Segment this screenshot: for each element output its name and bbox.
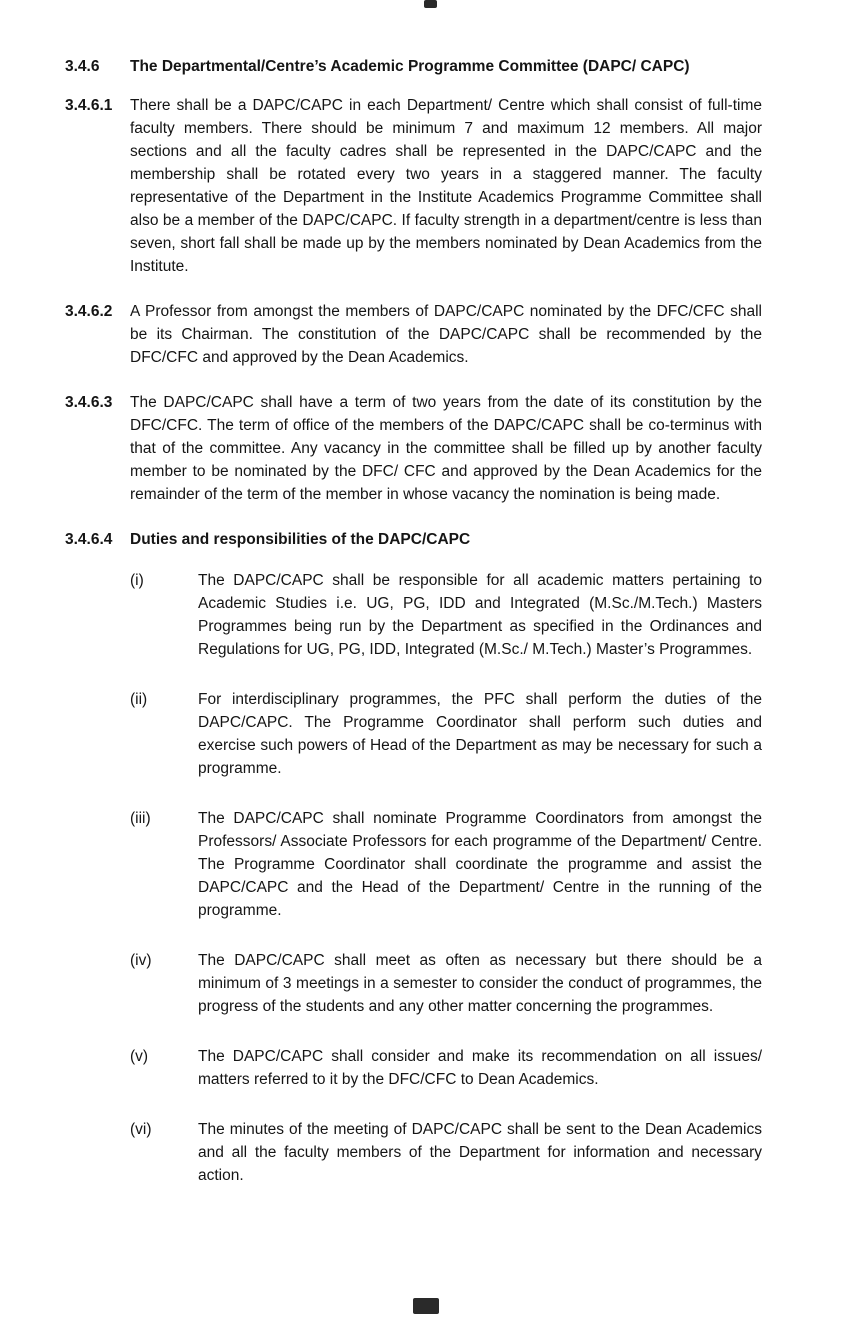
list-item-marker: (iv) bbox=[130, 952, 152, 969]
list-item bbox=[130, 807, 762, 922]
document-page bbox=[65, 55, 762, 1214]
list-item-marker: (iii) bbox=[130, 810, 151, 827]
list-item-text: The DAPC/CAPC shall nominate Programme Coordinators from amongst the Professors/ Associate Professors for each programme of the Department/ Centre. The Programme Coordinator shall coordinate the programme and assist the DAPC/CAPC and the Head of the Department/ Centre in the running of the programme. bbox=[198, 810, 762, 919]
section-heading-text: The Departmental/Centre’s Academic Programme Committee (DAPC/ CAPC) bbox=[130, 58, 690, 75]
list-item-marker: (ii) bbox=[130, 691, 148, 708]
list-item-text: The DAPC/CAPC shall be responsible for all academic matters pertaining to Academic Studies i.e. UG, PG, IDD and Integrated (M.Sc./M.Tech.) Masters Programmes being run by the Department as specified in the Ordinances and Regulations for UG, PG, IDD, Integrated (M.Sc./ M.Tech.) Master’s Programmes. bbox=[198, 572, 762, 658]
list-item-marker: (v) bbox=[130, 1048, 149, 1065]
clause-number: 3.4.6.3 bbox=[65, 394, 113, 411]
clause-text: There shall be a DAPC/CAPC in each Department/ Centre which shall consist of full-time faculty members. There should be minimum 7 and maximum 12 members. All major sections and all the faculty cadres shall be represented in the DAPC/CAPC and the membership shall be rotated every two years in a staggered manner. The faculty representative of the Department in the Institute Academics Programme Committee shall also be a member of the DAPC/CAPC. If faculty strength in a department/centre is less than seven, short fall shall be made up by the members nominated by Dean Academics from the Institute. bbox=[130, 97, 762, 275]
scan-artifact-top bbox=[424, 0, 437, 8]
clause bbox=[65, 94, 762, 278]
list-item bbox=[130, 569, 762, 661]
clause-subheading-text: Duties and responsibilities of the DAPC/CAPC bbox=[130, 531, 471, 548]
scan-artifact-bottom bbox=[413, 1298, 439, 1314]
list-item bbox=[130, 1118, 762, 1187]
clause-subheading bbox=[65, 528, 762, 551]
duties-list bbox=[130, 569, 762, 1187]
list-item-text: The DAPC/CAPC shall meet as often as necessary but there should be a minimum of 3 meetings in a semester to consider the conduct of programmes, the progress of the students and any other matter concerning the programmes. bbox=[198, 952, 762, 1015]
clause-number: 3.4.6.4 bbox=[65, 531, 113, 548]
list-item-marker: (i) bbox=[130, 572, 144, 589]
clause bbox=[65, 391, 762, 506]
list-item-marker: (vi) bbox=[130, 1121, 152, 1138]
list-item-text: For interdisciplinary programmes, the PFC shall perform the duties of the DAPC/CAPC. The Programme Coordinator shall perform such duties and exercise such powers of Head of the Department as may be necessary for such a programme. bbox=[198, 691, 762, 777]
list-item bbox=[130, 688, 762, 780]
section-heading bbox=[65, 55, 762, 78]
clause-text: The DAPC/CAPC shall have a term of two years from the date of its constitution by the DFC/CFC. The term of office of the members of the DAPC/CAPC shall be co-terminus with that of the committee. Any vacancy in the committee shall be filled up by another faculty member to be nominated by the DFC/ CFC and approved by the Dean Academics for the remainder of the term of the member in whose vacancy the nomination is being made. bbox=[130, 394, 762, 503]
list-item bbox=[130, 1045, 762, 1091]
list-item bbox=[130, 949, 762, 1018]
clause bbox=[65, 300, 762, 369]
list-item-text: The DAPC/CAPC shall consider and make its recommendation on all issues/ matters referred to it by the DFC/CFC to Dean Academics. bbox=[198, 1048, 762, 1088]
clause-number: 3.4.6.2 bbox=[65, 303, 113, 320]
list-item-text: The minutes of the meeting of DAPC/CAPC shall be sent to the Dean Academics and all the faculty members of the Department for information and necessary action. bbox=[198, 1121, 762, 1184]
clause-text: A Professor from amongst the members of DAPC/CAPC nominated by the DFC/CFC shall be its Chairman. The constitution of the DAPC/CAPC shall be recommended by the DFC/CFC and approved by the Dean Academics. bbox=[130, 303, 762, 366]
section-number: 3.4.6 bbox=[65, 58, 100, 75]
clause-number: 3.4.6.1 bbox=[65, 97, 113, 114]
